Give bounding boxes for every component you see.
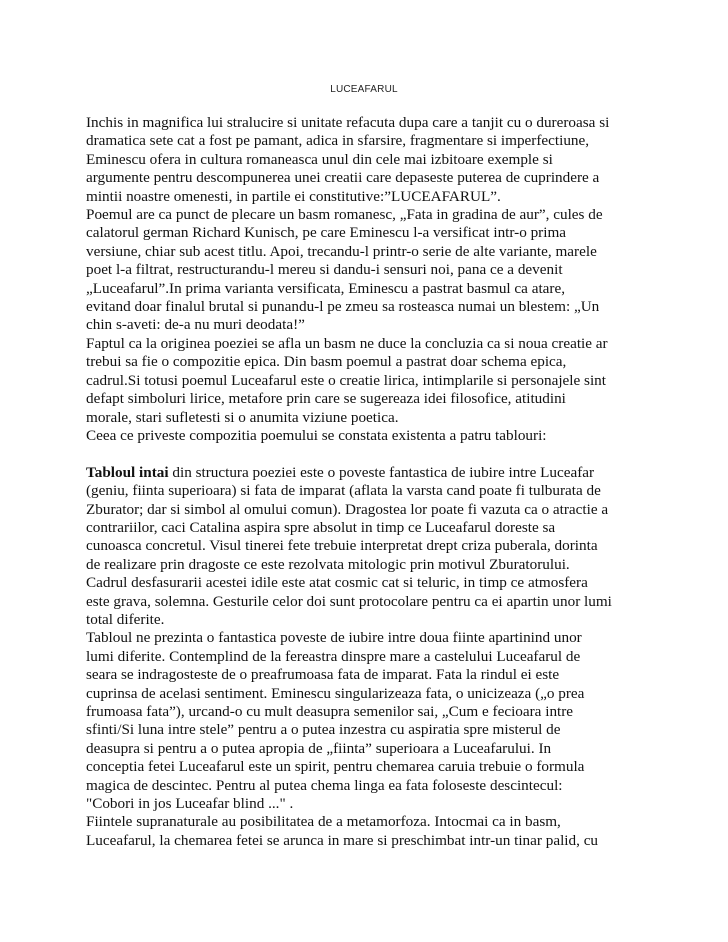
text-line: „Luceafarul”.In prima varianta versificata, Eminescu a pastrat basmul ca atare, — [86, 279, 565, 297]
text-line: cunoasca concretul. Visul tinerei fete trebuie interpretat drept criza puberala, dorinta — [86, 537, 598, 555]
document-title: LUCEAFARUL — [330, 84, 398, 95]
text-line: frumoasa fata”), urcand-o cu mult deasupra semenilor sai, „Cum e fecioara intre — [86, 702, 574, 720]
text-line: lumi diferite. Contemplind de la fereastra dinspre mare a castelului Luceafarul de — [86, 647, 581, 665]
text-line: (geniu, fiinta superioara) si fata de imparat (aflata la varsta cand poate fi tulburata de — [86, 482, 601, 500]
text-line: este grava, solemna. Gesturile celor doi sunt protocolare pentru ca ei apartin unor lumi — [86, 592, 612, 610]
text-line: trebui sa fie o compozitie epica. Din basm poemul a pastrat doar schema epica, — [86, 353, 567, 371]
text-line: Tabloul ne prezinta o fantastica poveste de iubire intre doua fiinte apartinind unor — [86, 629, 582, 647]
text-line: Luceafarul, la chemarea fetei se arunca in mare si preschimbat intr-un tinar palid, cu — [86, 831, 599, 849]
text-line: seara se indragosteste de o preafrumoasa fata de imparat. Fata la rindul ei este — [86, 666, 560, 684]
text-line: Faptul ca la originea poeziei se afla un basm ne duce la concluzia ca si noua creatie ar — [86, 334, 608, 352]
section-heading: Tabloul intai — [86, 463, 169, 481]
section-first-line-text: din structura poeziei este o poveste fantastica de iubire intre Luceafar — [168, 463, 595, 481]
text-line: defapt simboluri lirice, metafore prin care se sugereaza idei filosofice, atitudini — [86, 390, 566, 408]
text-line: sfinti/Si luna intre stele” pentru a o putea inzestra cu aspiratia spre misterul de — [86, 721, 561, 739]
text-line: magica de descintec. Pentru al putea chema linga ea fata foloseste descintecul: — [86, 776, 563, 794]
section-first-line — [86, 464, 646, 482]
text-line: Fiintele supranaturale au posibilitatea de a metamorfoza. Intocmai ca in basm, — [86, 813, 561, 831]
intro-paragraphs — [86, 114, 646, 445]
text-line: conceptia fetei Luceafarul este un spirit, pentru chemarea caruia trebuie o formula — [86, 758, 585, 776]
section-paragraphs — [86, 482, 646, 850]
text-line: Poemul are ca punct de plecare un basm romanesc, „Fata in gradina de aur”, cules de — [86, 206, 603, 224]
text-line: cuprinsa de acelasi sentiment. Eminescu singularizeaza fata, o unicizeaza („o prea — [86, 684, 585, 702]
text-line: mintii noastre omenesti, in partile ei constitutive:”LUCEAFARUL”. — [86, 187, 501, 205]
text-line: de realizare prin dragoste ce este rezolvata mitologic prin motivul Zburatorului. — [86, 555, 570, 573]
text-line: "Cobori in jos Luceafar blind ..." . — [86, 795, 294, 813]
text-line: poet l-a filtrat, restructurandu-l mereu si dandu-i sensuri noi, pana ce a devenit — [86, 261, 563, 279]
text-line: dramatica sete cat a fost pe pamant, adica in sfarsire, fragmentare si imperfectiune, — [86, 132, 590, 150]
text-line: cadrul.Si totusi poemul Luceafarul este o creatie lirica, intimplarile si personajele sint — [86, 371, 606, 389]
text-line: Eminescu ofera in cultura romaneasca unul din cele mai izbitoare exemple si — [86, 150, 553, 168]
text-line: total diferite. — [86, 610, 165, 628]
text-line: morale, stari sufletesti si o anumita viziune poetica. — [86, 408, 399, 426]
text-line: Inchis in magnifica lui stralucire si unitate refacuta dupa care a tanjit cu o dureroasa si — [86, 114, 610, 131]
paragraph-gap — [86, 445, 646, 463]
text-line: evitand doar finalul brutal si punandu-l pe zmeu sa rosteasca numai un blestem: „Un — [86, 298, 600, 316]
text-line: contrariilor, caci Catalina aspira spre absolut in timp ce Luceafarul doreste sa — [86, 518, 556, 536]
text-line: Ceea ce priveste compozitia poemului se constata existenta a patru tablouri: — [86, 426, 547, 444]
text-line: argumente pentru descompunerea unei creatii care depaseste puterea de cuprindere a — [86, 169, 600, 187]
text-line: Cadrul desfasurarii acestei idile este atat cosmic cat si teluric, in timp ce atmosfera — [86, 574, 588, 592]
text-line: chin s-aveti: de-a nu muri deodata!” — [86, 316, 305, 334]
text-line: Zburator; dar si simbol al omului comun). Dragostea lor poate fi vazuta ca o atractie a — [86, 500, 609, 518]
text-line: calatorul german Richard Kunisch, pe care Eminescu l-a versificat intr-o prima — [86, 224, 567, 242]
document-body — [86, 114, 646, 850]
text-line: deasupra si pentru a o putea apropia de „fiinta” superioara a Luceafarului. In — [86, 739, 552, 757]
text-line: versiune, chiar sub acest titlu. Apoi, trecandu-l printr-o serie de alte variante, marele — [86, 242, 597, 260]
